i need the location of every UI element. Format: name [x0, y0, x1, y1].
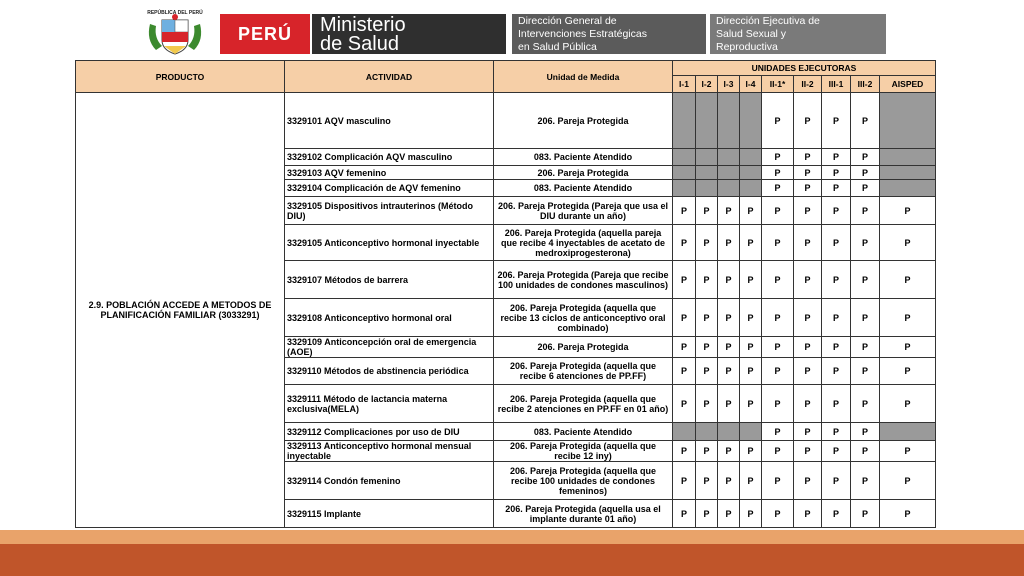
program-cell: P — [762, 225, 794, 261]
program-cell: P — [673, 299, 696, 337]
header-unit-column: II-1* — [762, 76, 794, 93]
program-cell: P — [740, 385, 762, 423]
program-cell: P — [673, 197, 696, 225]
activity-cell: 3329105 Anticonceptivo hormonal inyectable — [285, 225, 494, 261]
program-cell: P — [822, 358, 851, 385]
grey-cell — [718, 180, 740, 197]
program-cell: P — [696, 358, 718, 385]
activity-cell: 3329115 Implante — [285, 500, 494, 528]
execution-units-table — [75, 60, 936, 528]
program-cell: P — [794, 180, 822, 197]
program-cell: P — [851, 441, 880, 462]
program-cell: P — [740, 337, 762, 358]
grey-cell — [880, 423, 936, 441]
program-cell: P — [851, 225, 880, 261]
unit-measure-cell: 206. Pareja Protegida (aquella que recibe 100 unidades de condones femeninos) — [494, 462, 673, 500]
program-cell: P — [880, 299, 936, 337]
header-unit-column: I-4 — [740, 76, 762, 93]
program-cell: P — [794, 225, 822, 261]
program-cell: P — [794, 358, 822, 385]
program-cell: P — [880, 337, 936, 358]
unit-measure-cell: 206. Pareja Protegida (aquella que recibe 12 iny) — [494, 441, 673, 462]
program-cell: P — [794, 149, 822, 166]
header-unit-column: I-1 — [673, 76, 696, 93]
header-unit-column: II-2 — [794, 76, 822, 93]
program-cell: P — [696, 385, 718, 423]
program-cell: P — [718, 385, 740, 423]
grey-cell — [696, 166, 718, 180]
program-cell: P — [794, 261, 822, 299]
grey-cell — [880, 149, 936, 166]
program-cell: P — [822, 500, 851, 528]
activity-cell: 3329109 Anticoncepción oral de emergencia (AOE) — [285, 337, 494, 358]
program-cell: P — [851, 385, 880, 423]
unit-measure-cell: 206. Pareja Protegida — [494, 337, 673, 358]
unit-measure-cell: 206. Pareja Protegida (aquella que recibe 6 atenciones de PP.FF) — [494, 358, 673, 385]
program-cell: P — [740, 299, 762, 337]
program-cell: P — [822, 166, 851, 180]
program-cell: P — [696, 197, 718, 225]
program-cell: P — [718, 197, 740, 225]
program-cell: P — [696, 337, 718, 358]
header-unit-column: I-2 — [696, 76, 718, 93]
unit-measure-cell: 083. Paciente Atendido — [494, 149, 673, 166]
grey-cell — [740, 166, 762, 180]
unit-measure-cell: 206. Pareja Protegida — [494, 93, 673, 149]
activity-cell: 3329105 Dispositivos intrauterinos (Método DIU) — [285, 197, 494, 225]
dir1-line: en Salud Pública — [518, 41, 597, 53]
program-cell: P — [794, 299, 822, 337]
program-cell: P — [851, 299, 880, 337]
unit-measure-cell: 206. Pareja Protegida (aquella usa el implante durante 01 año) — [494, 500, 673, 528]
program-cell: P — [762, 149, 794, 166]
program-cell: P — [822, 462, 851, 500]
program-cell: P — [718, 225, 740, 261]
program-cell: P — [794, 441, 822, 462]
program-cell: P — [673, 225, 696, 261]
program-cell: P — [762, 423, 794, 441]
activity-cell: 3329113 Anticonceptivo hormonal mensual inyectable — [285, 441, 494, 462]
program-cell: P — [740, 441, 762, 462]
program-cell: P — [822, 180, 851, 197]
grey-cell — [673, 93, 696, 149]
program-cell: P — [696, 500, 718, 528]
program-cell: P — [880, 385, 936, 423]
program-cell: P — [880, 197, 936, 225]
program-cell: P — [740, 358, 762, 385]
program-cell: P — [822, 299, 851, 337]
program-cell: P — [822, 197, 851, 225]
grey-cell — [880, 180, 936, 197]
program-cell: P — [880, 261, 936, 299]
grey-cell — [696, 423, 718, 441]
program-cell: P — [822, 93, 851, 149]
activity-cell: 3329114 Condón femenino — [285, 462, 494, 500]
header-producto: PRODUCTO — [76, 61, 285, 93]
program-cell: P — [696, 462, 718, 500]
program-cell: P — [851, 261, 880, 299]
activity-cell: 3329108 Anticonceptivo hormonal oral — [285, 299, 494, 337]
dir2-line: Salud Sexual y — [716, 28, 787, 40]
program-cell: P — [880, 358, 936, 385]
grey-cell — [696, 93, 718, 149]
grey-cell — [696, 180, 718, 197]
ministry-line1: Ministerio — [320, 14, 406, 36]
grey-cell — [718, 166, 740, 180]
program-cell: P — [673, 441, 696, 462]
program-cell: P — [851, 337, 880, 358]
program-cell: P — [762, 261, 794, 299]
program-cell: P — [794, 423, 822, 441]
program-cell: P — [851, 358, 880, 385]
program-cell: P — [762, 337, 794, 358]
program-cell: P — [696, 225, 718, 261]
ministry-logo — [312, 14, 506, 54]
program-cell: P — [794, 462, 822, 500]
program-cell: P — [762, 197, 794, 225]
activity-cell: 3329101 AQV masculino — [285, 93, 494, 149]
dir1-line: Dirección General de — [518, 15, 617, 27]
program-cell: P — [696, 261, 718, 299]
program-cell: P — [880, 500, 936, 528]
grey-cell — [673, 180, 696, 197]
dir2-line: Reproductiva — [716, 41, 778, 53]
peru-logo: PERÚ — [220, 14, 310, 54]
grey-cell — [740, 423, 762, 441]
grey-cell — [740, 180, 762, 197]
grey-cell — [718, 149, 740, 166]
program-cell: P — [718, 261, 740, 299]
unit-measure-cell: 206. Pareja Protegida — [494, 166, 673, 180]
program-cell: P — [673, 500, 696, 528]
coat-of-arms-logo — [142, 10, 208, 56]
program-cell: P — [822, 225, 851, 261]
program-cell: P — [851, 197, 880, 225]
dir1-line: Intervenciones Estratégicas — [518, 28, 647, 40]
header-unidades-ejecutoras: UNIDADES EJECUTORAS — [673, 61, 936, 76]
grey-cell — [673, 166, 696, 180]
ministry-line2: de Salud — [320, 33, 399, 55]
program-cell: P — [740, 197, 762, 225]
program-cell: P — [822, 149, 851, 166]
program-cell: P — [762, 462, 794, 500]
product-cell: 2.9. POBLACIÓN ACCEDE A METODOS DE PLANIFICACIÓN FAMILIAR (3033291) — [76, 93, 285, 528]
program-cell: P — [794, 197, 822, 225]
unit-measure-cell: 206. Pareja Protegida (Pareja que usa el DIU durante un año) — [494, 197, 673, 225]
program-cell: P — [718, 500, 740, 528]
program-cell: P — [822, 423, 851, 441]
program-cell: P — [822, 337, 851, 358]
program-cell: P — [794, 500, 822, 528]
program-cell: P — [851, 500, 880, 528]
program-cell: P — [762, 180, 794, 197]
program-cell: P — [762, 385, 794, 423]
program-cell: P — [794, 385, 822, 423]
program-cell: P — [718, 441, 740, 462]
grey-cell — [718, 93, 740, 149]
program-cell: P — [718, 337, 740, 358]
program-cell: P — [740, 500, 762, 528]
page-header — [0, 0, 1024, 60]
header-unidad-medida: Unidad de Medida — [494, 61, 673, 93]
grey-cell — [740, 93, 762, 149]
grey-cell — [696, 149, 718, 166]
program-cell: P — [762, 358, 794, 385]
activity-cell: 3329110 Métodos de abstinencia periódica — [285, 358, 494, 385]
program-cell: P — [673, 358, 696, 385]
unit-measure-cell: 206. Pareja Protegida (aquella que recibe 2 atenciones en PP.FF en 01 año) — [494, 385, 673, 423]
activity-cell: 3329102 Complicación AQV masculino — [285, 149, 494, 166]
program-cell: P — [696, 299, 718, 337]
header-unit-column: I-3 — [718, 76, 740, 93]
program-cell: P — [762, 93, 794, 149]
program-cell: P — [851, 93, 880, 149]
program-cell: P — [673, 261, 696, 299]
program-cell: P — [762, 166, 794, 180]
shield-icon — [142, 10, 208, 56]
program-cell: P — [762, 299, 794, 337]
activity-cell: 3329103 AQV femenino — [285, 166, 494, 180]
grey-cell — [718, 423, 740, 441]
program-cell: P — [794, 93, 822, 149]
header-unit-column: AISPED — [880, 76, 936, 93]
header-actividad: ACTIVIDAD — [285, 61, 494, 93]
program-cell: P — [822, 441, 851, 462]
program-cell: P — [880, 462, 936, 500]
program-cell: P — [851, 180, 880, 197]
program-cell: P — [718, 358, 740, 385]
shield-motto: REPÚBLICA DEL PERÚ — [147, 10, 203, 16]
header-unit-column: III-1 — [822, 76, 851, 93]
unit-measure-cell: 206. Pareja Protegida (Pareja que recibe 100 unidades de condones masculinos) — [494, 261, 673, 299]
direction-executive-label — [710, 14, 886, 54]
grey-cell — [880, 93, 936, 149]
program-cell: P — [718, 299, 740, 337]
program-cell: P — [851, 149, 880, 166]
direction-general-label — [512, 14, 706, 54]
program-cell: P — [673, 462, 696, 500]
unit-measure-cell: 083. Paciente Atendido — [494, 423, 673, 441]
header-unit-column: III-2 — [851, 76, 880, 93]
program-cell: P — [851, 423, 880, 441]
grey-cell — [673, 149, 696, 166]
program-cell: P — [718, 462, 740, 500]
activity-cell: 3329104 Complicación de AQV femenino — [285, 180, 494, 197]
dir2-line: Dirección Ejecutiva de — [716, 15, 820, 27]
program-cell: P — [673, 385, 696, 423]
unit-measure-cell: 206. Pareja Protegida (aquella que recibe 13 ciclos de anticonceptivo oral combinado) — [494, 299, 673, 337]
program-cell: P — [851, 166, 880, 180]
grey-cell — [673, 423, 696, 441]
program-cell: P — [696, 441, 718, 462]
program-cell: P — [762, 500, 794, 528]
program-cell: P — [740, 462, 762, 500]
activity-cell: 3329111 Método de lactancia materna exclusiva(MELA) — [285, 385, 494, 423]
program-cell: P — [880, 441, 936, 462]
program-cell: P — [880, 225, 936, 261]
program-cell: P — [673, 337, 696, 358]
program-cell: P — [794, 337, 822, 358]
program-cell: P — [851, 462, 880, 500]
program-cell: P — [762, 441, 794, 462]
unit-measure-cell: 083. Paciente Atendido — [494, 180, 673, 197]
program-cell: P — [740, 225, 762, 261]
footer-band-dark — [0, 544, 1024, 576]
activity-cell: 3329107 Métodos de barrera — [285, 261, 494, 299]
grey-cell — [880, 166, 936, 180]
grey-cell — [740, 149, 762, 166]
program-cell: P — [822, 385, 851, 423]
unit-measure-cell: 206. Pareja Protegida (aquella pareja que recibe 4 inyectables de acetato de medroxiprogesterona) — [494, 225, 673, 261]
program-cell: P — [822, 261, 851, 299]
table-row — [76, 93, 936, 149]
footer-band-light — [0, 530, 1024, 544]
activity-cell: 3329112 Complicaciones por uso de DIU — [285, 423, 494, 441]
program-cell: P — [794, 166, 822, 180]
program-cell: P — [740, 261, 762, 299]
